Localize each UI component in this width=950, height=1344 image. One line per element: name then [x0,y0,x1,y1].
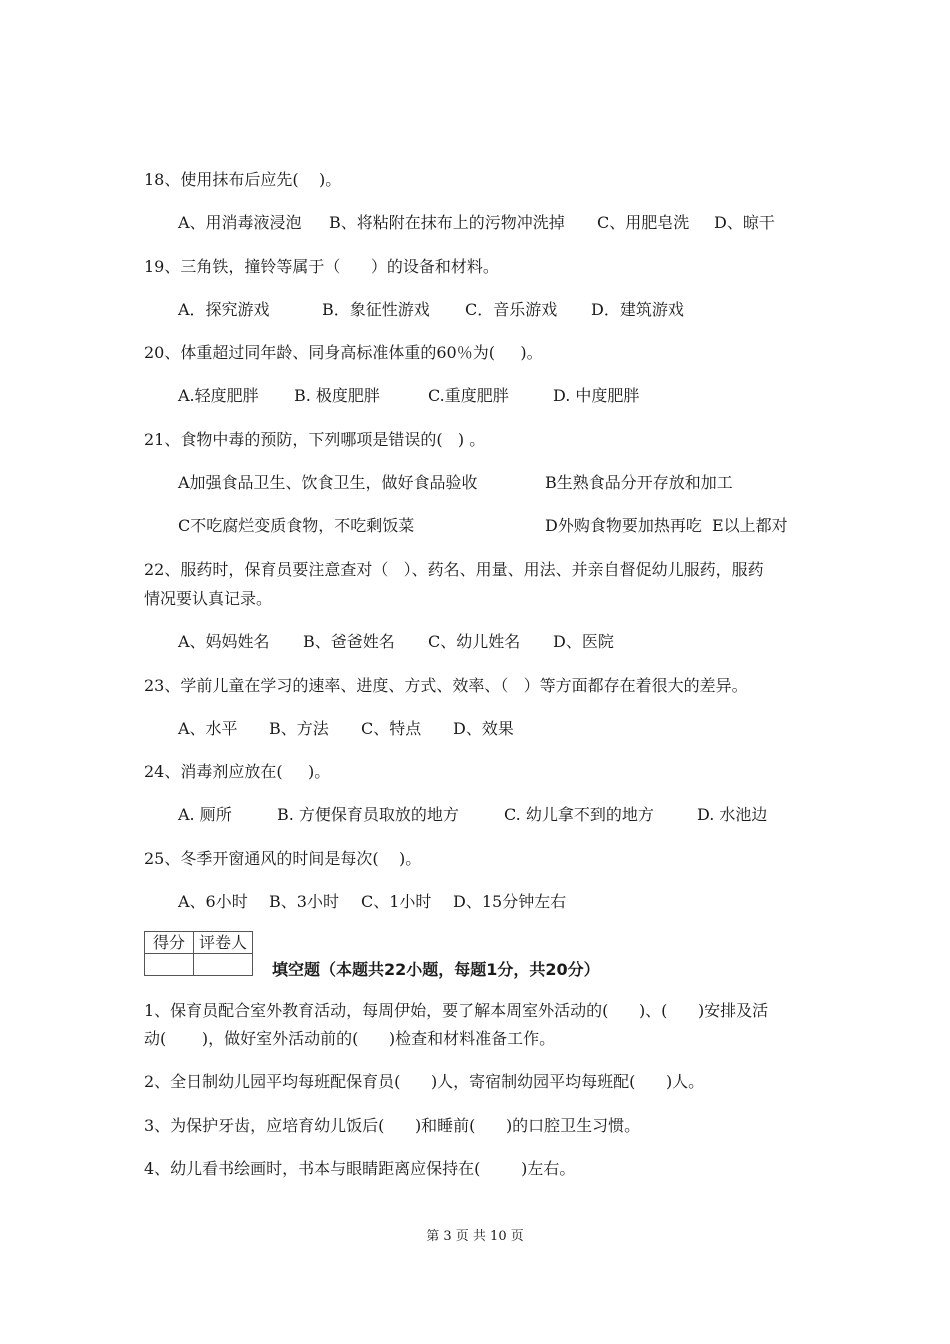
question-19-option-b: B．象征性游戏 [322,300,430,319]
question-20-option-b: B. 极度肥胖 [294,386,380,405]
question-24-option-c: C. 幼儿拿不到的地方 [504,805,654,824]
fill-question-4: 4、幼儿看书绘画时，书本与眼睛距离应保持在( )左右。 [144,1159,576,1178]
question-24-option-a: A. 厕所 [178,805,232,824]
question-20-stem: 20、体重超过同年龄、同身高标准体重的60％为( )。 [144,343,543,362]
fill-question-2: 2、全日制幼儿园平均每班配保育员( )人，寄宿制幼园平均每班配( )人。 [144,1072,705,1091]
score-cell [145,954,194,976]
question-23-option-a: A、水平 [178,719,238,738]
question-18-option-a: A、用消毒液浸泡 [178,213,302,232]
question-25-stem: 25、冬季开窗通风的时间是每次( )。 [144,849,422,868]
question-18-stem: 18、使用抹布后应先( )。 [144,170,342,189]
question-18-option-b: B、将粘附在抹布上的污物冲洗掉 [329,213,565,232]
question-23-option-c: C、特点 [361,719,422,738]
score-box [144,931,253,976]
page-footer: 第 3 页 共 10 页 [426,1229,524,1244]
question-19-stem: 19、三角铁，撞铃等属于（ ）的设备和材料。 [144,257,499,276]
question-21-option-b: B生熟食品分开存放和加工 [545,473,733,492]
question-23-stem: 23、学前儿童在学习的速率、进度、方式、效率、（ ）等方面都存在着很大的差异。 [144,676,748,695]
question-20-option-a: A.轻度肥胖 [178,386,259,405]
question-21-option-d: D外购食物要加热再吃 E以上都对 [545,516,788,535]
question-24-option-b: B. 方便保育员取放的地方 [277,805,459,824]
question-19-option-a: A．探究游戏 [178,300,270,319]
question-22-option-a: A、妈妈姓名 [178,632,270,651]
question-24-stem: 24、消毒剂应放在( )。 [144,762,331,781]
question-19-option-c: C．音乐游戏 [465,300,558,319]
score-label: 得分 [145,932,194,954]
question-25-option-c: C、1小时 [361,892,432,911]
question-25-option-a: A、6小时 [178,892,248,911]
question-25-option-b: B、3小时 [269,892,339,911]
question-19-option-d: D．建筑游戏 [591,300,684,319]
question-22-stem: 22、服药时，保育员要注意查对（ ）、药名、用量、用法、并亲自督促幼儿服药，服药 [144,560,764,579]
fill-question-3: 3、为保护牙齿，应培育幼儿饭后( )和睡前( )的口腔卫生习惯。 [144,1116,641,1135]
fill-question-1-continued: 动( )，做好室外活动前的( )检查和材料准备工作。 [144,1029,556,1048]
fill-question-1: 1、保育员配合室外教育活动，每周伊始，要了解本周室外活动的( )、( )安排及活 [144,1001,769,1020]
question-20-option-c: C.重度肥胖 [428,386,509,405]
question-18-option-d: D、晾干 [714,213,775,232]
question-25-option-d: D、15分钟左右 [453,892,567,911]
question-22-option-c: C、幼儿姓名 [428,632,521,651]
question-22-option-b: B、爸爸姓名 [303,632,395,651]
question-23-option-d: D、效果 [453,719,514,738]
question-22-stem-continued: 情况要认真记录。 [144,589,273,608]
section-title: 填空题（本题共22小题，每题1分，共20分） [272,960,600,979]
question-23-option-b: B、方法 [269,719,329,738]
question-21-stem: 21、食物中毒的预防，下列哪项是错误的( ) 。 [144,430,486,449]
grader-cell [194,954,253,976]
question-18-option-c: C、用肥皂洗 [597,213,690,232]
question-21-option-c: C不吃腐烂变质食物，不吃剩饭菜 [178,516,415,535]
question-22-option-d: D、医院 [553,632,614,651]
grader-label: 评卷人 [194,932,253,954]
question-21-option-a: A加强食品卫生、饮食卫生，做好食品验收 [178,473,478,492]
question-20-option-d: D. 中度肥胖 [553,386,640,405]
question-24-option-d: D. 水池边 [697,805,768,824]
